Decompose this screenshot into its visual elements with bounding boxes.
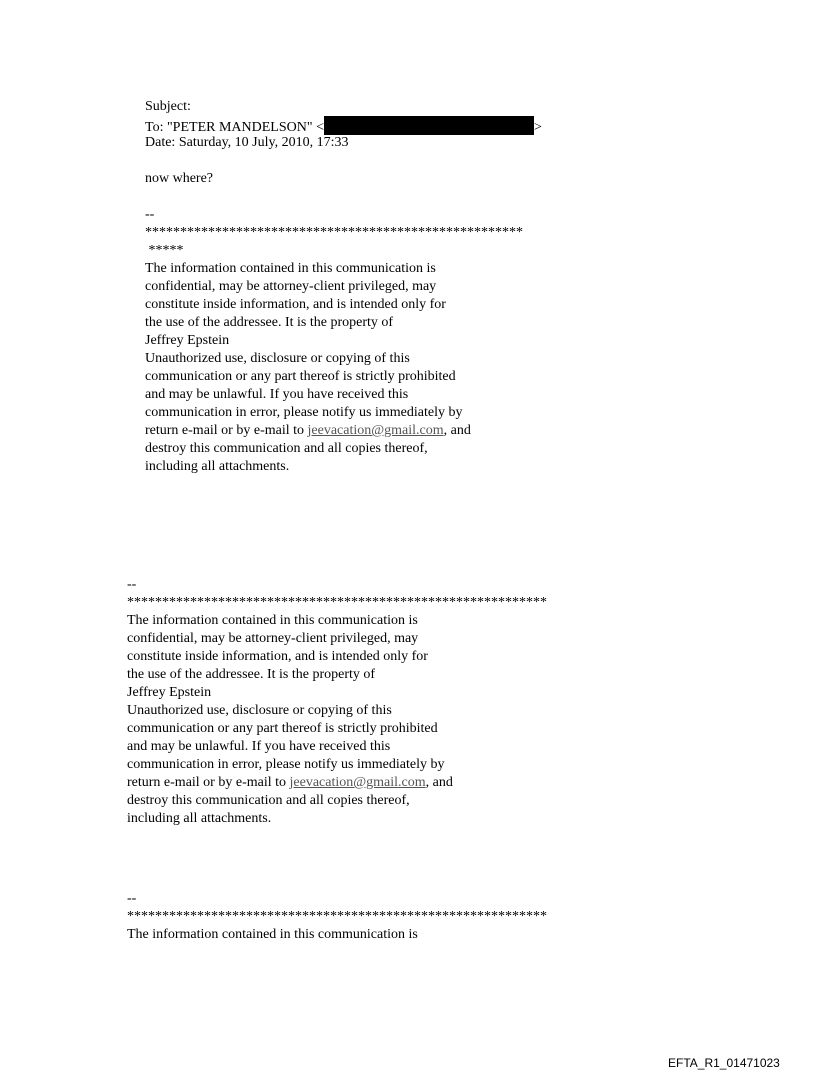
signature-dashes: --: [127, 891, 137, 906]
disclaimer-line: The information contained in this communication is: [145, 261, 436, 276]
redacted-email: [324, 116, 534, 135]
subject-line: Subject:: [145, 99, 191, 114]
document-id: EFTA_R1_01471023: [668, 1056, 780, 1070]
signature-stars-short: *****: [148, 243, 184, 258]
signature-dashes: --: [145, 207, 155, 222]
disclaimer-line: confidential, may be attorney-client privileged, may: [127, 631, 419, 646]
signature-stars: ************************************************************: [127, 595, 547, 610]
signature-stars: ************************************************************: [127, 909, 547, 924]
disclaimer-line: the use of the addressee. It is the property of: [127, 667, 376, 682]
disclaimer-line: constitute inside information, and is intended only for: [145, 297, 446, 312]
signature-dashes: --: [127, 577, 137, 592]
disclaimer-return-line: return e-mail or by e-mail to jeevacation@gmail.com, and: [127, 775, 453, 790]
disclaimer-line: constitute inside information, and is intended only for: [127, 649, 428, 664]
disclaimer-line: destroy this communication and all copies thereof,: [145, 441, 428, 456]
disclaimer-line: confidential, may be attorney-client privileged, may: [145, 279, 437, 294]
to-prefix: To: "PETER MANDELSON" <: [145, 120, 324, 135]
to-line: [145, 116, 542, 134]
disclaimer-line: Jeffrey Epstein: [145, 333, 230, 348]
disclaimer-line: communication in error, please notify us immediately by: [127, 757, 445, 772]
disclaimer-line: the use of the addressee. It is the property of: [145, 315, 394, 330]
signature-stars: ******************************************************: [145, 225, 523, 240]
disclaimer-line: communication or any part thereof is strictly prohibited: [127, 721, 438, 736]
message-body: now where?: [145, 171, 214, 186]
disclaimer-return-line: return e-mail or by e-mail to jeevacation@gmail.com, and: [145, 423, 471, 438]
disclaimer-line: and may be unlawful. If you have received this: [127, 739, 391, 754]
disclaimer-line: Unauthorized use, disclosure or copying of this: [127, 703, 392, 718]
disclaimer-line: communication in error, please notify us immediately by: [145, 405, 463, 420]
disclaimer-line: communication or any part thereof is strictly prohibited: [145, 369, 456, 384]
disclaimer-block-2: [127, 576, 547, 828]
disclaimer-line: The information contained in this communication is: [127, 927, 418, 942]
email-link[interactable]: jeevacation@gmail.com: [289, 775, 426, 790]
disclaimer-line: The information contained in this communication is: [127, 613, 418, 628]
disclaimer-line: including all attachments.: [145, 459, 290, 474]
disclaimer-line: destroy this communication and all copies thereof,: [127, 793, 410, 808]
disclaimer-line: Unauthorized use, disclosure or copying of this: [145, 351, 410, 366]
disclaimer-line: Jeffrey Epstein: [127, 685, 212, 700]
disclaimer-line: and may be unlawful. If you have received this: [145, 387, 409, 402]
to-suffix: >: [533, 120, 542, 135]
disclaimer-block-3: [127, 890, 547, 944]
email-link[interactable]: jeevacation@gmail.com: [307, 423, 444, 438]
quoted-message-header: [145, 98, 542, 476]
disclaimer-line: including all attachments.: [127, 811, 272, 826]
date-line: Date: Saturday, 10 July, 2010, 17:33: [145, 135, 349, 150]
